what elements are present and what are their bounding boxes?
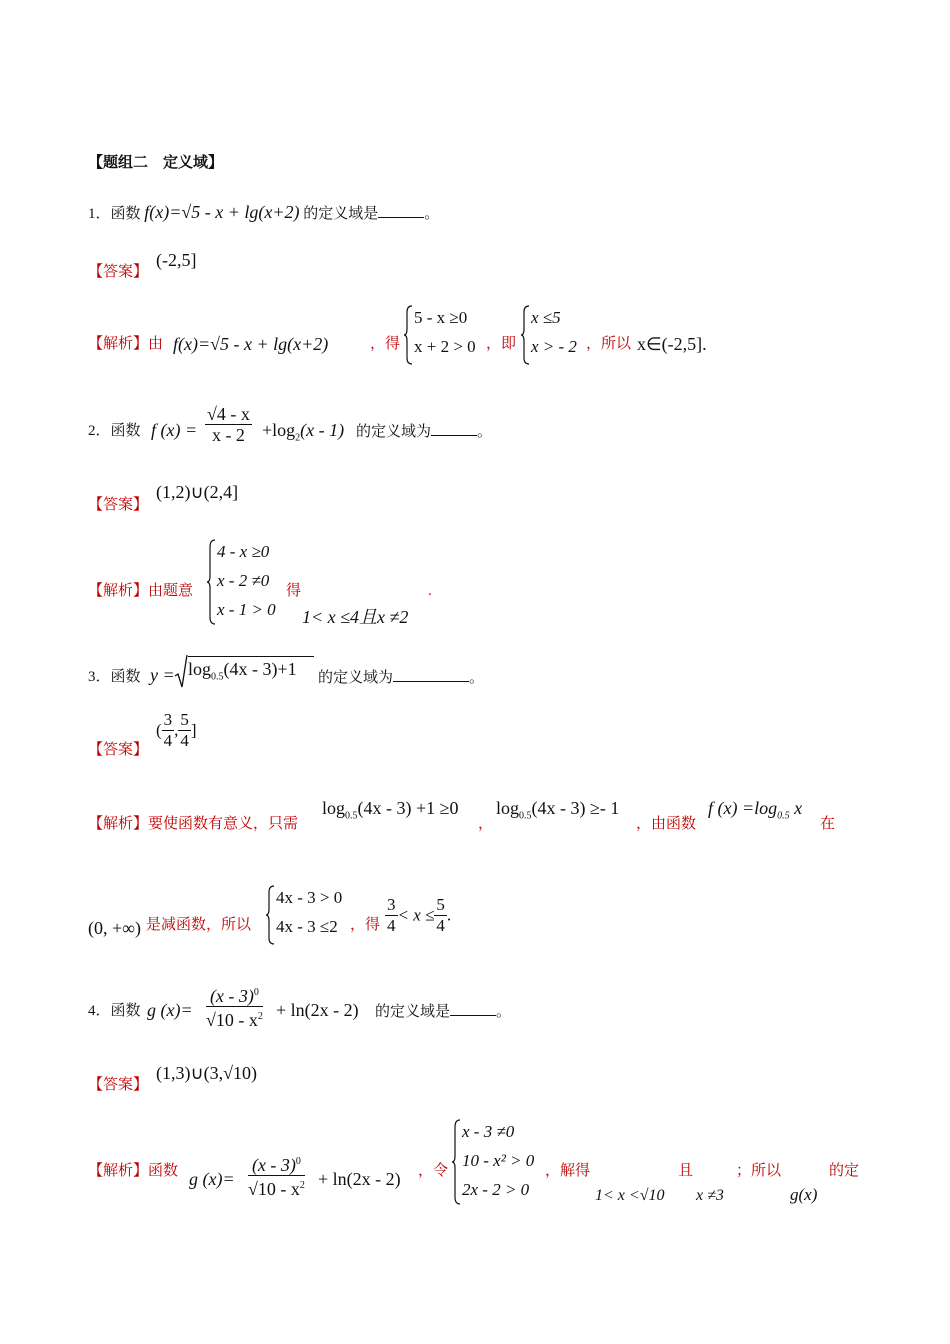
q1-question xyxy=(88,201,439,224)
q1-analysis xyxy=(88,334,163,354)
q1-system1-line1: 5 - x ≥0 xyxy=(414,308,468,327)
q3-result xyxy=(385,895,451,936)
q1-system2 xyxy=(521,304,591,366)
q3-fx-arg: x xyxy=(789,798,803,818)
q3-answer-n1: 3 xyxy=(163,710,173,729)
q3-cond1-rest: (4x - 3) +1 ≥0 xyxy=(357,798,459,818)
q3-log-base: 0.5 xyxy=(211,671,224,683)
q4-g-lhs: g (x)= xyxy=(147,1000,193,1020)
q3-result-d2: 4 xyxy=(436,916,445,935)
q3-cond2-log: log xyxy=(496,798,520,818)
q1-analysis-expression: f(x)=√5 - x + lg(x+2) xyxy=(173,334,329,354)
q2-answer: (1,2)∪(2,4] xyxy=(156,482,239,502)
q3-result-n1: 3 xyxy=(387,895,396,914)
q4-ln-part: + ln(2x - 2) xyxy=(276,1000,359,1020)
q4-system-line1: x - 3 ≠0 xyxy=(462,1122,515,1141)
left-brace-icon xyxy=(207,538,217,626)
q4-system-line3: 2x - 2 > 0 xyxy=(462,1180,530,1199)
q2-analysis-label: 【解析】 xyxy=(88,583,149,599)
q2-suffix: 的定义域为 xyxy=(356,424,432,440)
q3-answer-left: ( xyxy=(156,720,162,740)
q4-end: 。 xyxy=(496,1004,512,1020)
q1-analysis-text1: 由 xyxy=(148,336,164,352)
left-brace-icon xyxy=(404,304,414,366)
q3-fx-lhs: f (x) =log xyxy=(708,798,778,818)
q3-answer-right: ] xyxy=(190,720,197,740)
q3-analysis-text2: ，由函数 xyxy=(636,816,697,832)
q2-denominator: x - 2 xyxy=(211,425,245,445)
q4-answer-label: 【答案】 xyxy=(88,1077,149,1093)
q1-system1 xyxy=(404,304,494,366)
q4-system xyxy=(452,1118,552,1206)
q4-denominator-exp: 2 xyxy=(257,1011,263,1022)
q4-gx: g(x) xyxy=(790,1185,818,1204)
q1-number: 1．函数 xyxy=(88,206,141,222)
q4-suffix-wrap xyxy=(375,1001,511,1022)
q2-system-line1: 4 - x ≥0 xyxy=(217,542,270,561)
q4-number: 4．函数 xyxy=(88,1003,141,1019)
q1-answer-label: 【答案】 xyxy=(88,264,149,280)
q3-suffix: 的定义域为 xyxy=(318,670,394,686)
q3-analysis-text5: ，得 xyxy=(350,917,381,933)
q1-answer: (-2,5] xyxy=(156,250,197,270)
q3-y-lhs: y = xyxy=(150,665,175,685)
section-title: 【题组二 定义域】 xyxy=(88,155,224,171)
q3-system-line1: 4x - 3 > 0 xyxy=(276,888,343,907)
q1-expression: f(x)=√5 - x + lg(x+2) xyxy=(144,202,300,222)
q4-a-denominator xyxy=(248,1176,305,1199)
q4-a-g-lhs: g (x)= xyxy=(189,1169,235,1189)
q4-a-numerator xyxy=(248,1152,305,1176)
q4-result1: 1< x <√10 xyxy=(595,1187,665,1204)
q3-sqrt-body xyxy=(188,656,314,689)
q2-system-line3: x - 1 > 0 xyxy=(217,600,276,619)
q1-blank[interactable] xyxy=(378,203,424,218)
q4-analysis-text4: 且 xyxy=(678,1163,694,1179)
q3-blank[interactable] xyxy=(393,667,469,682)
q4-system-line2: 10 - x² > 0 xyxy=(462,1151,535,1170)
q4-numerator-base: (x - 3) xyxy=(209,986,254,1006)
q4-fraction xyxy=(206,983,263,1030)
q2-log-part xyxy=(262,419,344,450)
q2-analysis-text2: 得 xyxy=(286,583,302,599)
q2-number: 2．函数 xyxy=(88,423,141,439)
q1-suffix: 的定义域是 xyxy=(303,206,379,222)
q4-denominator xyxy=(206,1007,263,1030)
q3-cond2-base: 0.5 xyxy=(519,810,532,822)
q1-analysis-label: 【解析】 xyxy=(88,336,149,352)
q4-denominator-base: √10 - x xyxy=(206,1010,258,1030)
q4-result2: x ≠3 xyxy=(696,1187,724,1204)
q1-system2-line1: x ≤5 xyxy=(531,308,561,327)
q3-log-label: log xyxy=(188,659,212,679)
q3-result-n2: 5 xyxy=(436,895,445,914)
q3-answer xyxy=(156,710,197,751)
q2-log-label: +log xyxy=(262,420,296,440)
q3-cond1-base: 0.5 xyxy=(345,810,358,822)
sqrt-icon xyxy=(174,654,188,690)
q3-cond2-rest: (4x - 3) ≥- 1 xyxy=(531,798,620,818)
q3-suffix-wrap xyxy=(318,667,484,688)
q4-numerator-exp: 0 xyxy=(253,987,259,998)
q1-analysis-text3: ，即 xyxy=(486,336,517,352)
q4-analysis-text5: ；所以 xyxy=(736,1163,782,1179)
q3-log-rest: (4x - 3)+1 xyxy=(223,659,297,679)
q1-analysis-text4: ，所以 xyxy=(586,336,632,352)
q3-analysis-text1: 要使函数有意义，只需 xyxy=(148,816,299,832)
q3-answer-label: 【答案】 xyxy=(88,742,149,758)
q4-analysis-text1: 函数 xyxy=(148,1163,179,1179)
q4-a-numerator-exp: 0 xyxy=(295,1156,301,1167)
q3-system-line2: 4x - 3 ≤2 xyxy=(276,917,338,936)
q2-end: 。 xyxy=(477,424,493,440)
q3-cond2 xyxy=(496,797,619,828)
q3-analysis-text3: 在 xyxy=(820,816,836,832)
q4-analysis xyxy=(88,1161,178,1181)
left-brace-icon xyxy=(452,1118,462,1206)
q1-analysis-result: x∈(-2,5]. xyxy=(637,334,707,354)
q1-end: 。 xyxy=(424,206,440,222)
q2-dot: . xyxy=(428,583,432,599)
q2-system-line2: x - 2 ≠0 xyxy=(217,571,270,590)
q3-answer-comma: , xyxy=(174,720,179,740)
q3-end: 。 xyxy=(469,670,485,686)
q3-fx xyxy=(708,797,802,828)
q4-analysis-text2: ，令 xyxy=(418,1163,449,1179)
q3-analysis-label: 【解析】 xyxy=(88,816,149,832)
q4-analysis-label: 【解析】 xyxy=(88,1163,149,1179)
q2-blank[interactable] xyxy=(431,421,477,436)
q2-answer-label: 【答案】 xyxy=(88,497,149,513)
q3-answer-d1: 4 xyxy=(163,731,173,750)
q2-system xyxy=(207,538,287,626)
q2-numerator: √4 - x xyxy=(207,404,250,424)
q3-result-dot: . xyxy=(446,905,452,925)
q4-a-ln-part: + ln(2x - 2) xyxy=(318,1169,401,1189)
q2-suffix-wrap xyxy=(356,421,492,442)
q3-analysis xyxy=(88,814,298,834)
q3-number: 3．函数 xyxy=(88,669,141,685)
q3-cond1 xyxy=(322,797,459,828)
q4-a-fraction xyxy=(248,1152,305,1199)
q1-system2-line2: x > - 2 xyxy=(531,337,577,356)
q4-answer: (1,3)∪(3,√10) xyxy=(156,1063,258,1083)
q4-suffix: 的定义域是 xyxy=(375,1004,451,1020)
q4-a-denominator-base: √10 - x xyxy=(248,1179,300,1199)
q4-analysis-text6: 的定 xyxy=(829,1163,860,1179)
q4-numerator xyxy=(206,983,263,1007)
q3-analysis-text4: 是减函数，所以 xyxy=(146,917,252,933)
q2-fraction xyxy=(205,404,252,445)
q3-answer-n2: 5 xyxy=(180,710,189,729)
q2-analysis-result: 1< x ≤4且x ≠2 xyxy=(302,607,409,627)
q4-a-denominator-exp: 2 xyxy=(299,1180,305,1191)
q4-blank[interactable] xyxy=(450,1001,496,1016)
q2-analysis-text1: 由题意 xyxy=(148,583,194,599)
left-brace-icon xyxy=(266,884,276,946)
q3-answer-d2: 4 xyxy=(180,731,189,750)
q3-fx-base: 0.5 xyxy=(777,810,790,822)
q1-system1-line2: x + 2 > 0 xyxy=(414,337,476,356)
q3-comma1: ， xyxy=(478,816,494,832)
q4-a-numerator-base: (x - 3) xyxy=(251,1155,296,1175)
q4-analysis-text3: ，解得 xyxy=(545,1163,591,1179)
q3-result-d1: 4 xyxy=(387,916,396,935)
q2-log-base: 2 xyxy=(295,432,301,444)
q3-interval: (0, +∞) xyxy=(88,918,141,938)
left-brace-icon xyxy=(521,304,531,366)
q2-log-arg: (x - 1) xyxy=(300,420,345,440)
q2-f-lhs: f (x) = xyxy=(151,420,198,440)
q2-analysis xyxy=(88,581,193,601)
q1-analysis-text2: ，得 xyxy=(370,336,401,352)
q3-cond1-log: log xyxy=(322,798,346,818)
q3-result-mid: < x ≤ xyxy=(397,905,435,925)
